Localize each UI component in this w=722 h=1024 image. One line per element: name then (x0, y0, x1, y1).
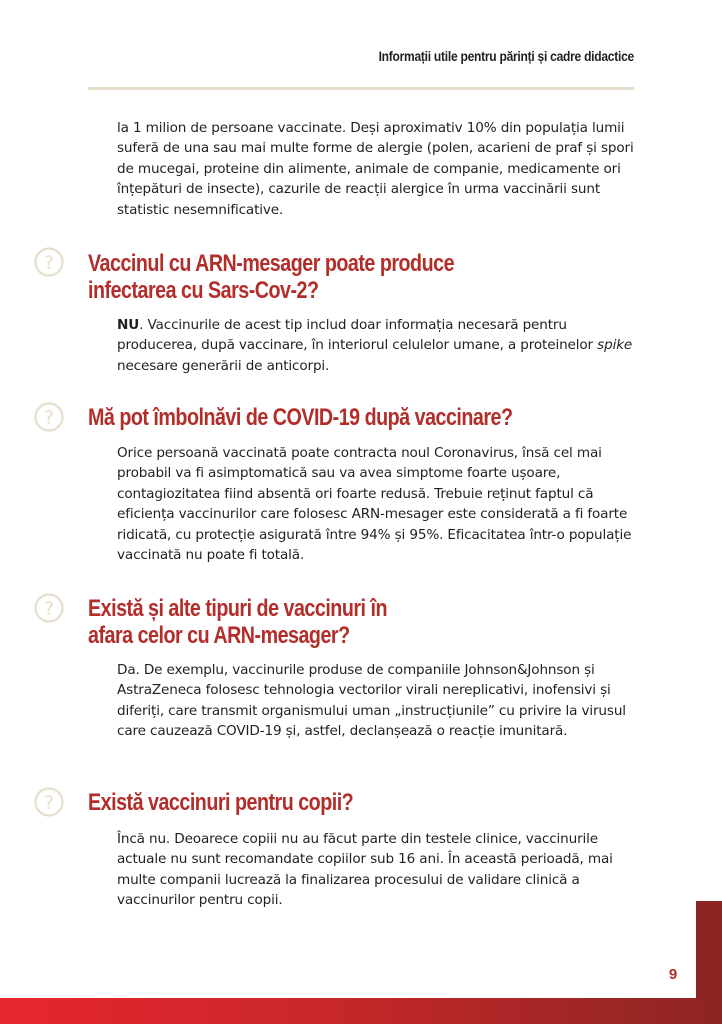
answer-text-b: necesare generării de anticorpi. (117, 357, 330, 374)
answer-paragraph-4: Încă nu. Deoarece copiii nu au făcut parte din testele clinice, vaccinurile actuale nu sunt recomandate copiilor sub 16 ani. În această perioadă, mai multe companii lucrează la finalizarea procesului de validare clinică a vaccinurilor pentru copii. (117, 831, 613, 909)
question-heading-1-line2: infectarea cu Sars-Cov-2? (88, 277, 319, 304)
question-heading-4 (88, 789, 531, 816)
page-number: 9 (668, 966, 678, 983)
svg-text:?: ? (43, 407, 55, 429)
answer-paragraph-1 (117, 315, 637, 376)
question-heading-1-line1: Vaccinul cu ARN-mesager poate produce (88, 250, 455, 277)
answer-lead: NU (117, 317, 140, 333)
svg-text:?: ? (43, 792, 55, 814)
question-circle-icon (34, 593, 64, 623)
intro-paragraph: la 1 milion de persoane vaccinate. Deși aproximativ 10% din populația lumii suferă de una sau mai multe forme de alergie (polen, acarieni de praf și spori de mucegai, proteine din alimente, animale de companie, medicamente ori înțepături de insecte), cazurile de reacții alergice în urma vaccinării sunt statistic nesemnificative. (117, 120, 634, 218)
page-header-title: Informații utile pentru părinți și cadre didactice (378, 48, 634, 64)
question-circle-icon (34, 247, 64, 277)
header-divider (88, 87, 634, 90)
answer-paragraph-3: Da. De exemplu, vaccinurile produse de companiile Johnson&Johnson și AstraZeneca folosesc tehnologia vectorilor virali nereplicativi, inofensivi și diferiți, care transmit organismului uman „instrucțiunile” cu privire la virusul care cauzează COVID-19 și, astfel, declanșează o reacție imunitară. (117, 662, 626, 740)
question-heading-3-line2: afara celor cu ARN-mesager? (88, 622, 350, 649)
question-heading-2-line1: Mă pot îmbolnăvi de COVID-19 după vaccinare? (88, 404, 513, 431)
question-heading-2 (88, 404, 531, 431)
question-circle-icon (34, 787, 64, 817)
question-heading-3 (88, 595, 531, 649)
answer-emphasis: spike (597, 337, 633, 354)
svg-text:?: ? (43, 252, 55, 274)
question-heading-4-line1: Există vaccinuri pentru copii? (88, 789, 354, 816)
footer-gradient-bar (0, 998, 722, 1024)
question-heading-3-line1: Există și alte tipuri de vaccinuri în (88, 595, 387, 622)
corner-accent-block (696, 901, 722, 998)
answer-paragraph-2: Orice persoană vaccinată poate contracta noul Coronavirus, însă cel mai probabil va fi asimptomatică sau va avea simptome foarte ușoare, contagiozitatea fiind absentă ori foarte redusă. Trebuie reținut faptul că eficiența vaccinurilor care folosesc ARN-mesager este considerată a fi foarte ridicată, cu protecție asigurată între 94% și 95%. Eficacitatea într-o populație vaccinată nu poate fi totală. (117, 445, 632, 564)
svg-text:?: ? (43, 598, 55, 620)
answer-text-a: . Vaccinurile de acest tip includ doar informația necesară pentru producerea, după vaccinare, în interiorul celulelor umane, a proteinelor (117, 317, 598, 354)
question-circle-icon (34, 402, 64, 432)
question-heading-1 (88, 250, 531, 304)
